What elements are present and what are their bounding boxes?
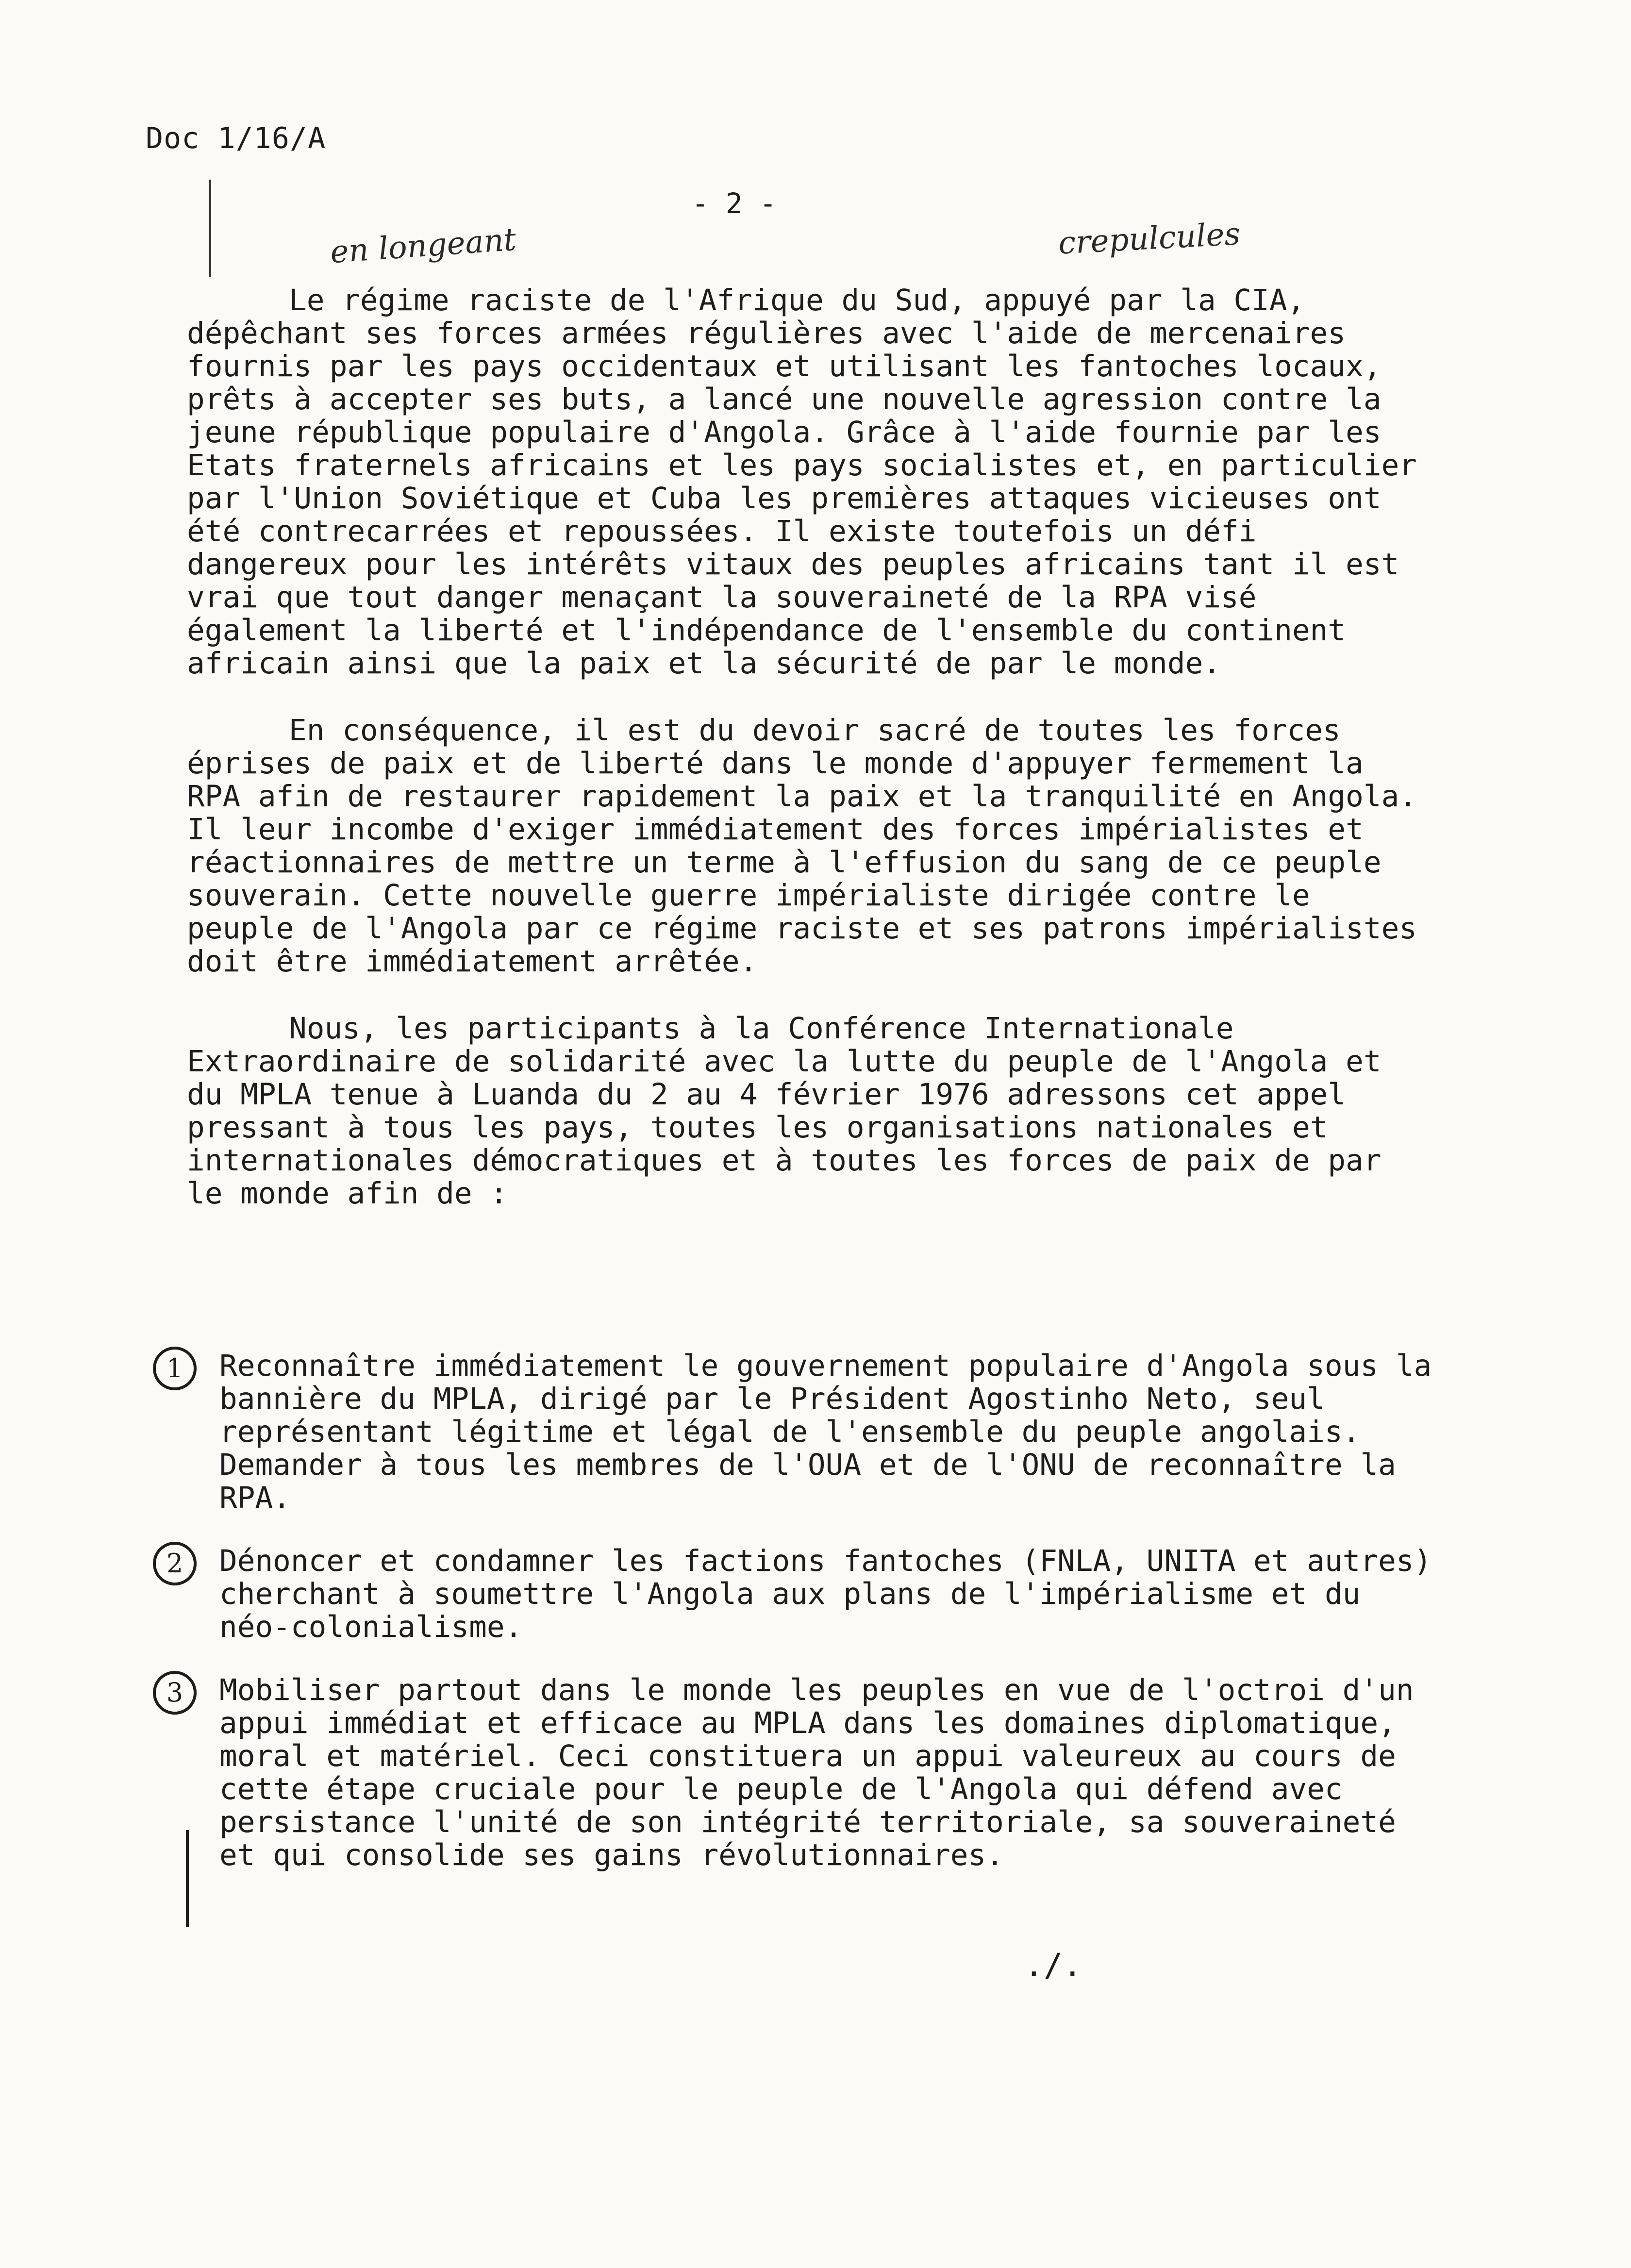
margin-mark-top [209,180,211,277]
handwritten-note-right: crepulcules [1057,216,1241,262]
list-item [166,1673,1432,1872]
item-number-circle: 1 [153,1347,197,1390]
list-item [166,1349,1432,1515]
continuation-mark: ./. [1024,1947,1082,1984]
body-paragraphs [187,284,1430,1244]
item-number-circle: 2 [153,1542,197,1585]
item-number-circle: 3 [153,1671,197,1715]
handwritten-note-left: en longeant [329,221,517,271]
numbered-list [166,1349,1432,1902]
item-text: Reconnaître immédiatement le gouvernement populaire d'Angola sous la bannière du MPLA, dirigé par le Président Agostinho Neto, seul représentant légitime et légal de l'ensemble du peuple angolais. Demander à tous les membres de l'OUA et de l'ONU de reconnaître la RPA. [219,1349,1432,1515]
paragraph-1: Le régime raciste de l'Afrique du Sud, appuyé par la CIA, dépêchant ses forces armées régulières avec l'aide de mercenaires fournis par les pays occidentaux et utilisant les fantoches locaux, prêts à accepter ses buts, a lancé une nouvelle agression contre la jeune république populaire d'Angola. Grâce à l'aide fournie par les Etats fraternels africains et les pays socialistes et, en particulier par l'Union Soviétique et Cuba les premières attaques vicieuses ont été contrecarrées et repoussées. Il existe toutefois un défi dangereux pour les intérêts vitaux des peuples africains tant il est vrai que tout danger menaçant la souveraineté de la RPA visé également la liberté et l'indépendance de l'ensemble du continent africain ainsi que la paix et la sécurité de par le monde. [187,283,1417,681]
margin-mark-bottom [186,1830,189,1927]
paragraph-3: Nous, les participants à la Conférence Internationale Extraordinaire de solidarité avec la lutte du peuple de l'Angola et du MPLA tenue à Luanda du 2 au 4 février 1976 adressons cet appel pressant à tous les pays, toutes les organisations nationales et internationales démocratiques et à toutes les forces de paix de par le monde afin de : [187,1011,1381,1211]
list-item [166,1544,1432,1644]
paragraph-2: En conséquence, il est du devoir sacré de toutes les forces éprises de paix et de liberté dans le monde d'appuyer fermement la RPA afin de restaurer rapidement la paix et la tranquilité en Angola. Il leur incombe d'exiger immédiatement des forces impérialistes et réactionnaires de mettre un terme à l'effusion du sang de ce peuple souverain. Cette nouvelle guerre impérialiste dirigée contre le peuple de l'Angola par ce régime raciste et ses patrons impérialistes doit être immédiatement arrêtée. [187,713,1417,979]
document-reference: Doc 1/16/A [146,121,326,155]
item-text: Mobiliser partout dans le monde les peuples en vue de l'octroi d'un appui immédiat et efficace au MPLA dans les domaines diplomatique, moral et matériel. Ceci constituera un appui valeureux au cours de cette étape cruciale pour le peuple de l'Angola qui défend avec persistance l'unité de son intégrité territoriale, sa souveraineté et qui consolide ses gains révolutionnaires. [219,1673,1414,1872]
item-text: Dénoncer et condamner les factions fantoches (FNLA, UNITA et autres) cherchant à soumettre l'Angola aux plans de l'impérialisme et du néo-colonialisme. [219,1544,1432,1644]
page-number: - 2 - [692,187,777,220]
